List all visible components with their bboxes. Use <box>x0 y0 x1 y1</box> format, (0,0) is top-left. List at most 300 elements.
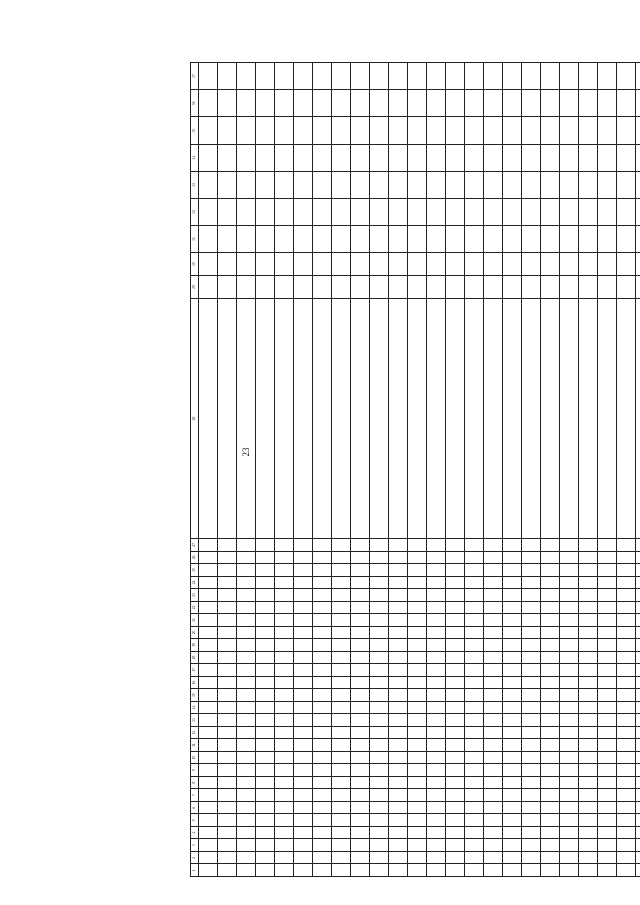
table-cell <box>541 776 560 789</box>
table-cell <box>389 839 408 852</box>
table-cell <box>446 117 465 144</box>
table-cell <box>218 764 237 777</box>
table-cell <box>484 253 503 276</box>
table-cell <box>256 117 275 144</box>
table-cell <box>598 90 617 117</box>
column-number-cell: 12 <box>191 726 199 739</box>
table-cell <box>446 701 465 714</box>
column-number-cell: 30 <box>191 253 199 276</box>
table-cell <box>541 714 560 727</box>
table-cell <box>560 689 579 702</box>
table-cell <box>389 851 408 864</box>
table-cell <box>503 814 522 827</box>
table-cell <box>541 789 560 802</box>
table-cell <box>351 651 370 664</box>
table-cell <box>579 701 598 714</box>
column-number-cell: 8 <box>191 776 199 789</box>
table-cell <box>256 276 275 299</box>
table-cell <box>503 651 522 664</box>
table-cell <box>503 564 522 577</box>
table-cell <box>541 826 560 839</box>
table-cell <box>389 714 408 727</box>
table-cell <box>636 144 640 171</box>
column-number-cell: 2 <box>191 851 199 864</box>
table-cell <box>446 826 465 839</box>
table-cell <box>617 714 636 727</box>
table-cell <box>560 225 579 252</box>
table-cell <box>294 639 313 652</box>
table-cell <box>389 739 408 752</box>
table-cell <box>237 676 256 689</box>
table-cell <box>294 689 313 702</box>
table-cell <box>579 764 598 777</box>
table-cell <box>579 814 598 827</box>
table-cell <box>560 651 579 664</box>
table-cell <box>560 776 579 789</box>
row-description-cell <box>275 298 294 538</box>
table-cell <box>313 789 332 802</box>
table-cell <box>541 539 560 552</box>
table-cell <box>636 726 640 739</box>
table-cell <box>370 171 389 198</box>
table-cell <box>636 589 640 602</box>
table-cell <box>465 651 484 664</box>
table-cell <box>522 539 541 552</box>
table-cell <box>560 789 579 802</box>
column-number-cell: 17 <box>191 664 199 677</box>
table-cell <box>465 225 484 252</box>
table-cell <box>636 676 640 689</box>
table-cell <box>617 864 636 877</box>
table-cell <box>522 117 541 144</box>
table-cell <box>522 276 541 299</box>
table-cell <box>560 814 579 827</box>
table-cell <box>465 589 484 602</box>
table-cell <box>446 839 465 852</box>
column-number-cell: 28 <box>191 298 199 538</box>
table-cell <box>579 676 598 689</box>
table-cell <box>332 253 351 276</box>
table-cell <box>332 144 351 171</box>
table-cell <box>446 63 465 90</box>
table-cell <box>465 576 484 589</box>
table-cell <box>408 839 427 852</box>
table-cell <box>351 676 370 689</box>
table-cell <box>579 253 598 276</box>
table-cell <box>408 726 427 739</box>
table-cell <box>199 601 218 614</box>
column-number-cell: 24 <box>191 576 199 589</box>
column-number-cell: 3 <box>191 839 199 852</box>
table-cell <box>579 601 598 614</box>
table-cell <box>579 839 598 852</box>
table-cell <box>522 253 541 276</box>
table-cell <box>503 789 522 802</box>
table-cell <box>484 814 503 827</box>
table-cell <box>275 117 294 144</box>
table-cell <box>218 564 237 577</box>
table-cell <box>351 576 370 589</box>
table-cell <box>598 851 617 864</box>
table-cell <box>237 764 256 777</box>
table-cell <box>389 639 408 652</box>
table-cell <box>579 551 598 564</box>
table-cell <box>332 539 351 552</box>
table-cell <box>522 564 541 577</box>
table-cell <box>446 564 465 577</box>
table-cell <box>275 851 294 864</box>
table-cell <box>351 198 370 225</box>
table-cell <box>313 651 332 664</box>
table-cell <box>522 144 541 171</box>
table-cell <box>522 789 541 802</box>
column-number-cell: 7 <box>191 789 199 802</box>
table-cell <box>389 117 408 144</box>
table-cell <box>275 801 294 814</box>
table-cell <box>446 801 465 814</box>
table-cell <box>598 589 617 602</box>
table-cell <box>218 601 237 614</box>
table-cell <box>560 676 579 689</box>
column-number-cell: 19 <box>191 639 199 652</box>
table-cell <box>427 601 446 614</box>
table-cell <box>313 701 332 714</box>
table-cell <box>351 63 370 90</box>
table-cell <box>313 63 332 90</box>
table-cell <box>389 276 408 299</box>
table-cell <box>389 801 408 814</box>
table-cell <box>560 601 579 614</box>
table-cell <box>199 689 218 702</box>
table-cell <box>427 764 446 777</box>
table-cell <box>560 90 579 117</box>
table-cell <box>370 814 389 827</box>
table-cell <box>351 851 370 864</box>
table-cell <box>503 726 522 739</box>
table-cell <box>256 144 275 171</box>
table-cell <box>427 144 446 171</box>
table-cell <box>427 589 446 602</box>
table-cell <box>598 198 617 225</box>
table-cell <box>541 651 560 664</box>
table-cell <box>598 144 617 171</box>
table-cell <box>408 253 427 276</box>
table-cell <box>218 614 237 627</box>
table-cell <box>579 564 598 577</box>
table-cell <box>256 90 275 117</box>
table-cell <box>465 171 484 198</box>
table-cell <box>275 253 294 276</box>
table-cell <box>617 801 636 814</box>
table-cell <box>332 764 351 777</box>
column-number-cell: 10 <box>191 751 199 764</box>
table-cell <box>218 171 237 198</box>
table-cell <box>256 225 275 252</box>
table-cell <box>256 701 275 714</box>
table-cell <box>313 739 332 752</box>
row-description-cell <box>617 298 636 538</box>
row-description-cell <box>446 298 465 538</box>
budget-table-rotated <box>190 62 601 877</box>
table-row <box>560 63 579 877</box>
table-cell <box>408 826 427 839</box>
table-cell <box>484 276 503 299</box>
table-cell <box>389 664 408 677</box>
table-cell <box>389 614 408 627</box>
table-cell <box>503 864 522 877</box>
table-cell <box>199 864 218 877</box>
table-cell <box>370 664 389 677</box>
column-number-cell: 35 <box>191 117 199 144</box>
table-cell <box>579 651 598 664</box>
table-cell <box>408 539 427 552</box>
table-cell <box>503 614 522 627</box>
table-cell <box>408 276 427 299</box>
table-cell <box>465 551 484 564</box>
table-cell <box>408 198 427 225</box>
table-cell <box>313 117 332 144</box>
table-cell <box>503 63 522 90</box>
table-cell <box>484 171 503 198</box>
table-cell <box>275 63 294 90</box>
table-cell <box>484 198 503 225</box>
table-cell <box>522 689 541 702</box>
table-cell <box>503 639 522 652</box>
table-cell <box>560 714 579 727</box>
table-cell <box>636 751 640 764</box>
table-cell <box>199 225 218 252</box>
table-cell <box>598 839 617 852</box>
table-cell <box>218 726 237 739</box>
table-cell <box>351 117 370 144</box>
table-cell <box>256 864 275 877</box>
table-cell <box>427 839 446 852</box>
table-cell <box>522 739 541 752</box>
table-cell <box>370 63 389 90</box>
table-cell <box>370 539 389 552</box>
table-cell <box>465 689 484 702</box>
table-cell <box>579 664 598 677</box>
table-cell <box>522 851 541 864</box>
table-cell <box>332 689 351 702</box>
table-cell <box>598 63 617 90</box>
table-cell <box>370 714 389 727</box>
table-cell <box>617 651 636 664</box>
table-cell <box>389 626 408 639</box>
table-cell <box>598 276 617 299</box>
table-cell <box>465 276 484 299</box>
table-cell <box>465 539 484 552</box>
table-cell <box>275 626 294 639</box>
table-row <box>199 63 218 877</box>
table-row <box>522 63 541 877</box>
table-cell <box>541 564 560 577</box>
table-cell <box>503 117 522 144</box>
table-cell <box>503 776 522 789</box>
table-cell <box>275 864 294 877</box>
table-cell <box>427 714 446 727</box>
table-cell <box>370 689 389 702</box>
column-number-cell: 21 <box>191 614 199 627</box>
table-cell <box>598 664 617 677</box>
table-cell <box>617 90 636 117</box>
table-cell <box>256 564 275 577</box>
table-cell <box>465 826 484 839</box>
table-cell <box>598 726 617 739</box>
table-cell <box>598 651 617 664</box>
table-cell <box>617 63 636 90</box>
table-cell <box>484 701 503 714</box>
table-cell <box>199 589 218 602</box>
row-description-cell <box>427 298 446 538</box>
table-cell <box>636 626 640 639</box>
table-cell <box>389 689 408 702</box>
table-cell <box>598 864 617 877</box>
row-description-cell <box>313 298 332 538</box>
table-cell <box>313 276 332 299</box>
table-cell <box>313 639 332 652</box>
table-cell <box>237 144 256 171</box>
table-cell <box>199 276 218 299</box>
table-cell <box>636 789 640 802</box>
table-cell <box>332 801 351 814</box>
table-cell <box>560 539 579 552</box>
table-cell <box>503 826 522 839</box>
table-cell <box>427 776 446 789</box>
table-cell <box>541 276 560 299</box>
table-cell <box>560 589 579 602</box>
table-cell <box>256 839 275 852</box>
table-cell <box>218 701 237 714</box>
table-cell <box>560 739 579 752</box>
table-cell <box>294 776 313 789</box>
table-cell <box>427 726 446 739</box>
table-cell <box>218 751 237 764</box>
table-cell <box>636 701 640 714</box>
table-cell <box>465 198 484 225</box>
table-cell <box>560 726 579 739</box>
column-number-cell: 11 <box>191 739 199 752</box>
table-cell <box>389 651 408 664</box>
table-cell <box>579 851 598 864</box>
table-cell <box>389 198 408 225</box>
table-cell <box>389 864 408 877</box>
table-cell <box>617 689 636 702</box>
table-cell <box>579 117 598 144</box>
table-cell <box>560 576 579 589</box>
table-cell <box>579 726 598 739</box>
table-cell <box>579 144 598 171</box>
table-cell <box>256 198 275 225</box>
table-cell <box>237 801 256 814</box>
table-cell <box>579 626 598 639</box>
table-cell <box>617 576 636 589</box>
table-cell <box>427 539 446 552</box>
table-cell <box>389 601 408 614</box>
table-cell <box>579 739 598 752</box>
table-cell <box>199 564 218 577</box>
table-cell <box>484 689 503 702</box>
table-cell <box>598 826 617 839</box>
table-cell <box>370 576 389 589</box>
table-cell <box>218 90 237 117</box>
table-cell <box>294 801 313 814</box>
column-number-cell: 22 <box>191 601 199 614</box>
table-cell <box>598 739 617 752</box>
table-cell <box>275 664 294 677</box>
table-cell <box>237 614 256 627</box>
table-cell <box>313 689 332 702</box>
table-cell <box>256 614 275 627</box>
table-cell <box>370 801 389 814</box>
table-cell <box>541 864 560 877</box>
table-cell <box>541 764 560 777</box>
table-cell <box>427 751 446 764</box>
table-cell <box>351 614 370 627</box>
table-cell <box>370 144 389 171</box>
table-cell <box>332 225 351 252</box>
table-cell <box>370 614 389 627</box>
table-cell <box>617 171 636 198</box>
table-cell <box>598 776 617 789</box>
table-cell <box>560 701 579 714</box>
table-cell <box>237 851 256 864</box>
table-cell <box>294 851 313 864</box>
table-cell <box>275 764 294 777</box>
table-cell <box>560 614 579 627</box>
table-cell <box>351 776 370 789</box>
table-cell <box>370 551 389 564</box>
table-cell <box>484 539 503 552</box>
table-cell <box>237 714 256 727</box>
table-cell <box>503 576 522 589</box>
table-cell <box>522 764 541 777</box>
table-cell <box>275 564 294 577</box>
table-cell <box>389 789 408 802</box>
table-cell <box>522 676 541 689</box>
table-cell <box>560 551 579 564</box>
table-cell <box>522 814 541 827</box>
table-cell <box>275 589 294 602</box>
table-cell <box>199 801 218 814</box>
table-cell <box>256 851 275 864</box>
table-cell <box>351 739 370 752</box>
table-cell <box>484 776 503 789</box>
table-cell <box>294 564 313 577</box>
table-cell <box>218 676 237 689</box>
table-cell <box>256 651 275 664</box>
table-cell <box>598 639 617 652</box>
table-row <box>256 63 275 877</box>
table-cell <box>636 851 640 864</box>
table-cell <box>408 651 427 664</box>
table-cell <box>541 726 560 739</box>
column-number-cell: 34 <box>191 144 199 171</box>
table-cell <box>522 639 541 652</box>
table-cell <box>408 171 427 198</box>
table-cell <box>370 751 389 764</box>
table-cell <box>560 826 579 839</box>
table-cell <box>237 171 256 198</box>
row-description-cell <box>636 298 640 538</box>
table-cell <box>446 751 465 764</box>
column-number-cell: 27 <box>191 539 199 552</box>
table-cell <box>522 864 541 877</box>
table-cell <box>199 676 218 689</box>
table-cell <box>408 676 427 689</box>
row-description-cell <box>332 298 351 538</box>
table-cell <box>237 651 256 664</box>
